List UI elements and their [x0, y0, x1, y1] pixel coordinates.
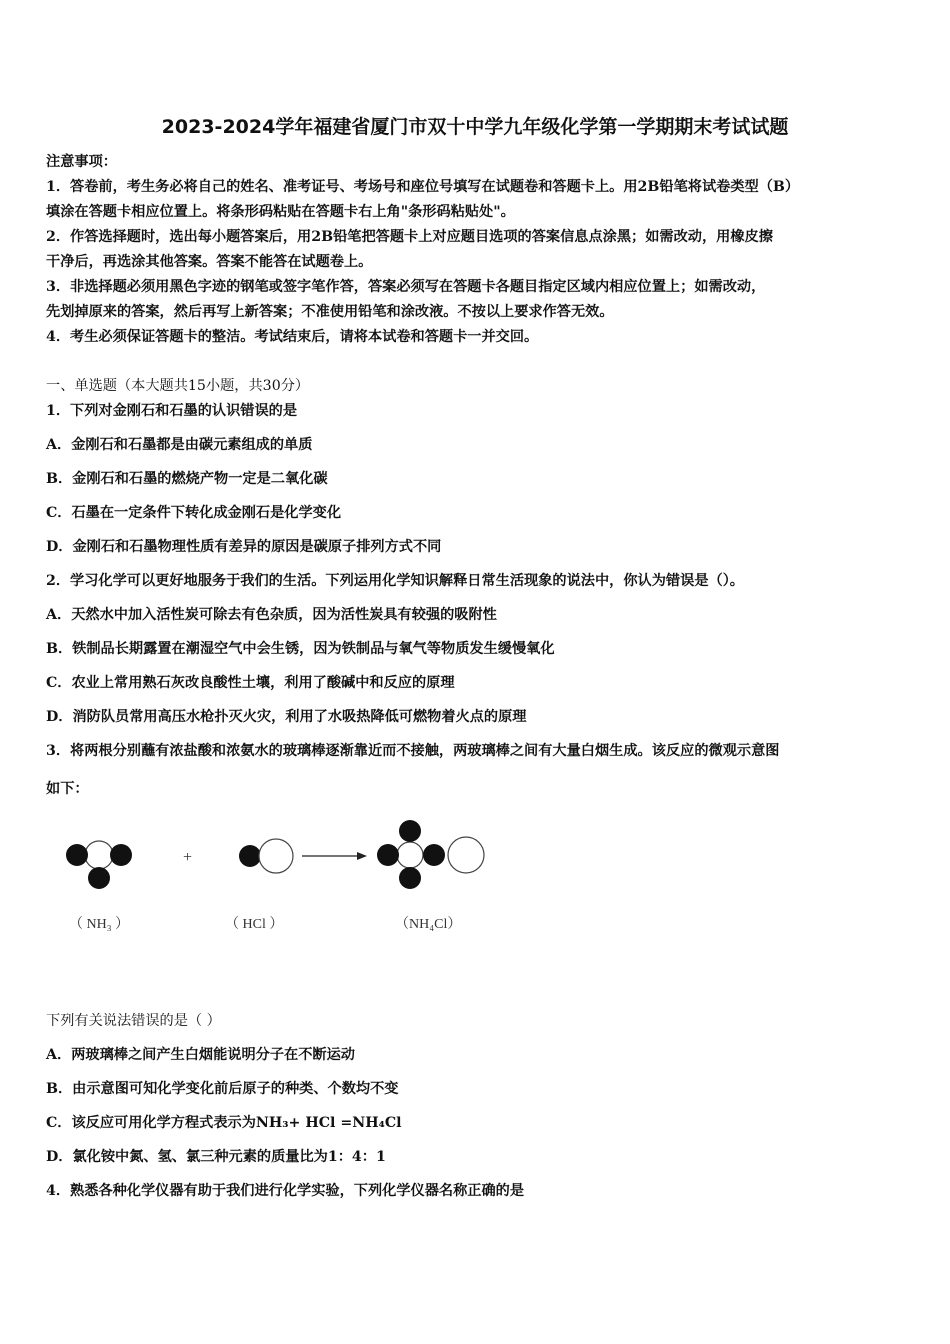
option-b: B．铁制品长期露置在潮湿空气中会生锈，因为铁制品与氧气等物质发生缓慢氧化: [46, 641, 555, 657]
reaction-diagram: [55, 812, 505, 942]
notice-line: 3．非选择题必须用黑色字迹的钢笔或签字笔作答，答案必须写在答题卡各题目指定区域内相应位置上；如需改动，: [46, 279, 766, 295]
plus-sign: +: [183, 849, 193, 866]
notice-heading: 注意事项：: [46, 154, 117, 170]
reaction-arrow: [302, 852, 367, 860]
option-d: D．金刚石和石墨物理性质有差异的原因是碳原子排列方式不同: [46, 539, 442, 555]
option-a: A．两玻璃棒之间产生白烟能说明分子在不断运动: [46, 1047, 355, 1063]
notice-line: 2．作答选择题时，选出每小题答案后，用2B铅笔把答题卡上对应题目选项的答案信息点涂黑；如需改动，用橡皮擦: [46, 229, 773, 245]
nh4cl-molecule: [377, 820, 484, 889]
nh3-molecule: [66, 841, 132, 889]
option-d: D．消防队员常用高压水枪扑灭火灾，利用了水吸热降低可燃物着火点的原理: [46, 709, 527, 725]
notice-line: 填涂在答题卡相应位置上。将条形码粘贴在答题卡右上角"条形码粘贴处"。: [46, 204, 515, 220]
notice-line: 1．答卷前，考生务必将自己的姓名、准考证号、考场号和座位号填写在试题卷和答题卡上。用2B铅笔将试卷类型（B）: [46, 179, 800, 195]
notice-line: 4．考生必须保证答题卡的整洁。考试结束后，请将本试卷和答题卡一并交回。: [46, 329, 539, 345]
nh3-label: （ NH₃ ）: [69, 917, 130, 932]
nh4cl-label: （NH₄Cl）: [395, 917, 462, 932]
question-stem: 3．将两根分别蘸有浓盐酸和浓氨水的玻璃棒逐渐靠近而不接触，两玻璃棒之间有大量白烟生成。该反应的微观示意图: [46, 743, 780, 759]
option-d: D．氯化铵中氮、氢、氯三种元素的质量比为1：4：1: [46, 1149, 386, 1165]
option-b: B．由示意图可知化学变化前后原子的种类、个数均不变: [46, 1081, 399, 1097]
hcl-label: （ HCl ）: [225, 917, 284, 932]
option-a: A．金刚石和石墨都是由碳元素组成的单质: [46, 437, 313, 453]
page-title: 2023-2024学年福建省厦门市双十中学九年级化学第一学期期末考试试题: [161, 116, 789, 138]
notice-line: 先划掉原来的答案，然后再写上新答案；不准使用铅笔和涂改液。不按以上要求作答无效。: [46, 304, 614, 320]
option-a: A．天然水中加入活性炭可除去有色杂质，因为活性炭具有较强的吸附性: [46, 607, 497, 623]
question-stem: 2．学习化学可以更好地服务于我们的生活。下列运用化学知识解释日常生活现象的说法中，你认为错误是（）。: [46, 573, 744, 589]
option-c: C．该反应可用化学方程式表示为NH₃+ HCl =NH₄Cl: [46, 1115, 402, 1131]
option-c: C．农业上常用熟石灰改良酸性土壤，利用了酸碱中和反应的原理: [46, 675, 455, 691]
hcl-molecule: [239, 839, 293, 873]
notice-line: 干净后，再选涂其他答案。答案不能答在试题卷上。: [46, 254, 373, 270]
question-stem: 1．下列对金刚石和石墨的认识错误的是: [46, 403, 298, 419]
option-c: C．石墨在一定条件下转化成金刚石是化学变化: [46, 505, 342, 521]
question-stem-continued: 如下：: [46, 781, 89, 797]
section-heading: 一、单选题（本大题共15小题，共30分）: [46, 378, 310, 394]
question-stem: 4．熟悉各种化学仪器有助于我们进行化学实验，下列化学仪器名称正确的是: [46, 1183, 525, 1199]
option-b: B．金刚石和石墨的燃烧产物一定是二氧化碳: [46, 471, 328, 487]
question-substem: 下列有关说法错误的是（ ）: [46, 1013, 221, 1029]
